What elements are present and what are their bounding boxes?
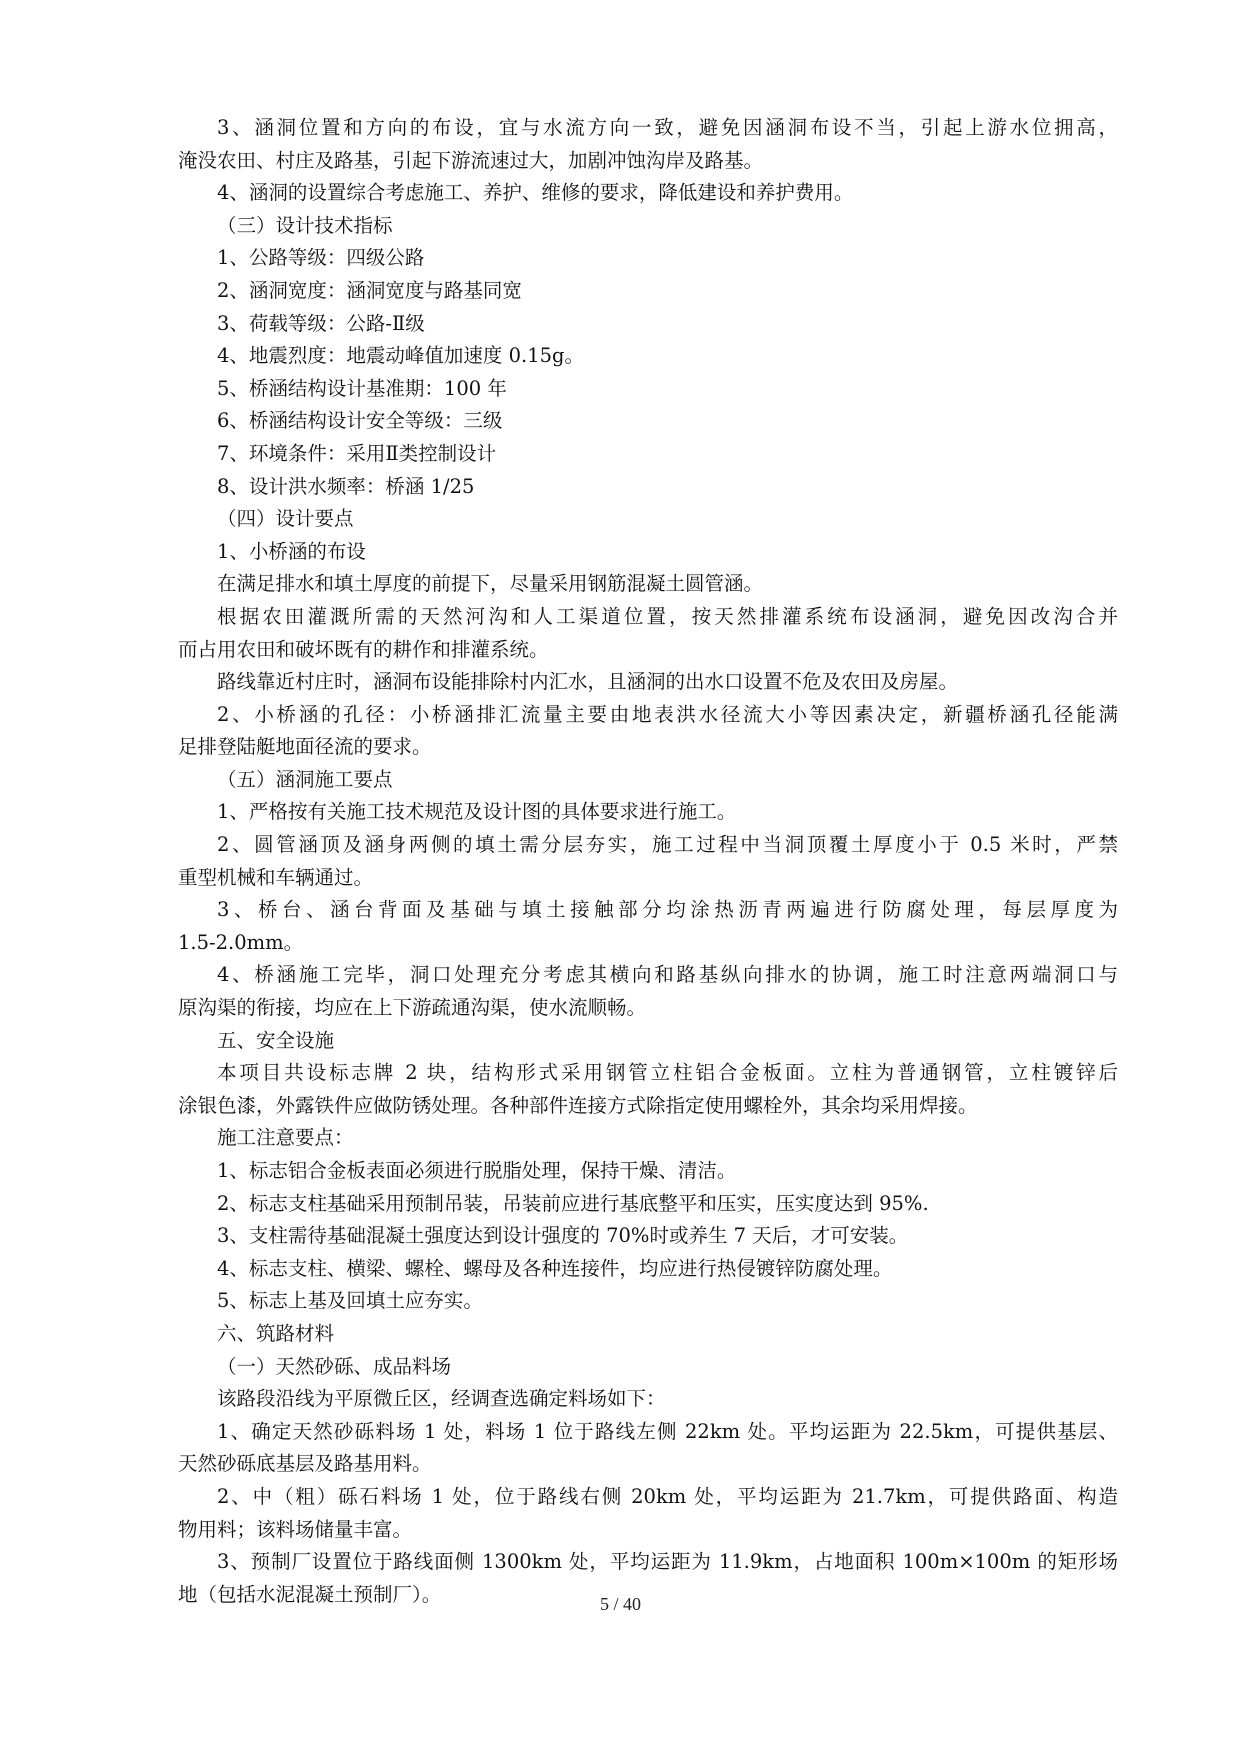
text-line: 5、桥涵结构设计基准期：100 年 bbox=[217, 376, 507, 400]
text-line: 1、确定天然砂砾料场 1 处，料场 1 位于路线左侧 22km 处。平均运距为 22.5km，可提供基层、 bbox=[217, 1419, 1118, 1443]
text-line: 原沟渠的衔接，均应在上下游疏通沟渠，使水流顺畅。 bbox=[178, 996, 647, 1020]
text-line: 而占用农田和破坏既有的耕作和排灌系统。 bbox=[178, 637, 549, 661]
text-line: 足排登陆艇地面径流的要求。 bbox=[178, 735, 432, 759]
text-line: 该路段沿线为平原微丘区，经调查选确定料场如下： bbox=[217, 1387, 666, 1411]
text-line: 2、标志支柱基础采用预制吊装，吊装前应进行基底整平和压实，压实度达到 95%. bbox=[217, 1191, 929, 1215]
text-line: 3、荷载等级：公路-Ⅱ级 bbox=[217, 311, 425, 335]
text-line: （五）涵洞施工要点 bbox=[217, 767, 393, 791]
text-line: 2、小桥涵的孔径：小桥涵排汇流量主要由地表洪水径流大小等因素决定，新疆桥涵孔径能满 bbox=[217, 702, 1118, 726]
text-line: 2、中（粗）砾石料场 1 处，位于路线右侧 20km 处，平均运距为 21.7km，可提供路面、构造 bbox=[217, 1484, 1118, 1508]
text-line: 本项目共设标志牌 2 块，结构形式采用钢管立柱铝合金板面。立柱为普通钢管，立柱镀锌后 bbox=[217, 1061, 1118, 1085]
text-line: 重型机械和车辆通过。 bbox=[178, 865, 374, 889]
text-line: 6、桥涵结构设计安全等级：三级 bbox=[217, 409, 503, 433]
text-line: 2、圆管涵顶及涵身两侧的填土需分层夯实，施工过程中当洞顶覆土厚度小于 0.5 米时，严禁 bbox=[217, 833, 1118, 857]
page-number: 5 / 40 bbox=[599, 1594, 641, 1614]
text-line: 4、桥涵施工完毕，洞口处理充分考虑其横向和路基纵向排水的协调，施工时注意两端洞口与 bbox=[217, 963, 1118, 987]
text-line: 8、设计洪水频率：桥涵 1/25 bbox=[217, 474, 475, 498]
text-line: 1.5-2.0mm。 bbox=[178, 930, 304, 954]
body-text bbox=[178, 112, 1118, 1611]
text-line: 3、支柱需待基础混凝土强度达到设计强度的 70%时或养生 7 天后，才可安装。 bbox=[217, 1224, 909, 1248]
text-line: 涂银色漆，外露铁件应做防锈处理。各种部件连接方式除指定使用螺栓外，其余均采用焊接。 bbox=[178, 1093, 978, 1117]
text-line: 5、标志上基及回填土应夯实。 bbox=[217, 1289, 483, 1313]
text-line: （一）天然砂砾、成品料场 bbox=[217, 1354, 452, 1378]
text-line: 施工注意要点： bbox=[217, 1126, 354, 1150]
text-line: 1、公路等级：四级公路 bbox=[217, 246, 425, 270]
text-line: 7、环境条件：采用Ⅱ类控制设计 bbox=[217, 441, 497, 465]
text-line: 3、预制厂设置位于路线面侧 1300km 处，平均运距为 11.9km，占地面积 100m×100m 的矩形场 bbox=[217, 1550, 1118, 1574]
text-line: 3、桥台、涵台背面及基础与填土接触部分均涂热沥青两遍进行防腐处理，每层厚度为 bbox=[217, 898, 1118, 922]
text-line: 1、标志铝合金板表面必须进行脱脂处理，保持干燥、清洁。 bbox=[217, 1159, 737, 1182]
text-line: 4、地震烈度：地震动峰值加速度 0.15g。 bbox=[217, 344, 585, 368]
text-line: 3、涵洞位置和方向的布设，宜与水流方向一致，避免因涵洞布设不当，引起上游水位拥高， bbox=[217, 116, 1118, 139]
text-line: 淹没农田、村庄及路基，引起下游流速过大，加剧冲蚀沟岸及路基。 bbox=[178, 148, 764, 172]
text-line: （三）设计技术指标 bbox=[217, 213, 393, 237]
text-line: 在满足排水和填土厚度的前提下，尽量采用钢筋混凝土圆管涵。 bbox=[217, 572, 764, 596]
text-line: 4、涵洞的设置综合考虑施工、养护、维修的要求，降低建设和养护费用。 bbox=[217, 181, 854, 205]
text-line: （四）设计要点 bbox=[217, 507, 354, 531]
text-line: 根据农田灌溉所需的天然河沟和人工渠道位置，按天然排灌系统布设涵洞，避免因改沟合并 bbox=[217, 604, 1118, 628]
text-line: 1、严格按有关施工技术规范及设计图的具体要求进行施工。 bbox=[217, 800, 737, 824]
text-line: 天然砂砾底基层及路基用料。 bbox=[178, 1452, 432, 1476]
text-line: 五、安全设施 bbox=[217, 1028, 335, 1052]
text-line: 六、筑路材料 bbox=[217, 1321, 335, 1345]
text-line: 4、标志支柱、横梁、螺栓、螺母及各种连接件，均应进行热侵镀锌防腐处理。 bbox=[217, 1256, 893, 1280]
text-line: 2、涵洞宽度：涵洞宽度与路基同宽 bbox=[217, 278, 522, 302]
text-line: 路线靠近村庄时，涵洞布设能排除村内汇水，且涵洞的出水口设置不危及农田及房屋。 bbox=[217, 670, 959, 694]
text-line: 物用料；该料场储量丰富。 bbox=[178, 1517, 413, 1541]
text-line: 1、小桥涵的布设 bbox=[217, 539, 366, 563]
text-line: 地（包括水泥混凝土预制厂）。 bbox=[178, 1582, 442, 1606]
